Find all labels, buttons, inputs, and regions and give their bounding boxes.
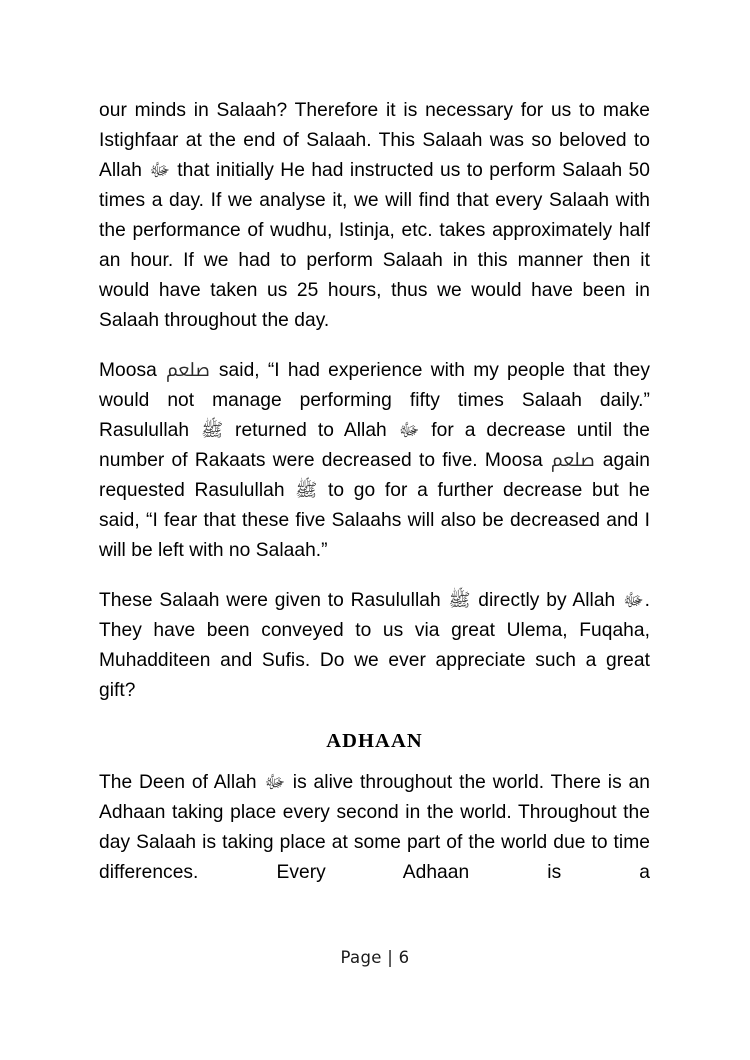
body-paragraph-4: The Deen of Allah ﷻ is alive throughout the world. There is an Adhaan taking place every second in the world. Throughout the day Salaah is taking place at some part of the world due to time differences. Every Adhaan is a xyxy=(99,772,651,883)
jalla-jalaaluhu-glyph: ﷻ xyxy=(264,772,286,793)
page-footer xyxy=(0,948,750,967)
sallallahu-alayhi-wasallam-glyph: ﷺ xyxy=(201,420,224,441)
page-number-label: Page | 6 xyxy=(340,948,410,967)
jalla-jalaaluhu-glyph: ﷻ xyxy=(149,160,170,181)
alayhis-salaam-glyph: ﷵ xyxy=(550,450,595,471)
alayhis-salaam-glyph: ﷵ xyxy=(166,360,210,381)
body-paragraph-1: our minds in Salaah? Therefore it is necessary for us to make Istighfaar at the end of Salaah. This Salaah was so beloved to Allah ﷻ that initially He had instructed us to perform Salaah 50 times a day. If we analyse it, we will find that every Salaah with the performance of wudhu, Istinja, etc. takes approximately half an hour. If we had to perform Salaah in this manner then it would have taken us 25 hours, thus we would have been in Salaah throughout the day. xyxy=(99,100,651,331)
section-heading-adhaan: ADHAAN xyxy=(326,730,423,752)
body-paragraph-3: These Salaah were given to Rasulullah ﷺ directly by Allah ﷻ. They have been conveyed to us via great Ulema, Fuqaha, Muhadditeen and Sufis. Do we ever appreciate such a great gift? xyxy=(99,590,650,701)
body-paragraph-2: Moosa ﷵ said, “I had experience with my people that they would not manage performing fifty times Salaah daily.” Rasulullah ﷺ returned to Allah ﷻ for a decrease until the number of Rakaats were decreased to five. Moosa ﷵ again requested Rasulullah ﷺ to go for a further decrease but he said, “I fear that these five Salaahs will also be decreased and I will be left with no Salaah.” xyxy=(99,360,650,561)
page-text-column xyxy=(99,96,650,888)
sallallahu-alayhi-wasallam-glyph: ﷺ xyxy=(295,480,318,501)
jalla-jalaaluhu-glyph: ﷻ xyxy=(398,420,420,441)
sallallahu-alayhi-wasallam-glyph: ﷺ xyxy=(448,590,471,611)
jalla-jalaaluhu-glyph: ﷻ xyxy=(623,590,644,611)
